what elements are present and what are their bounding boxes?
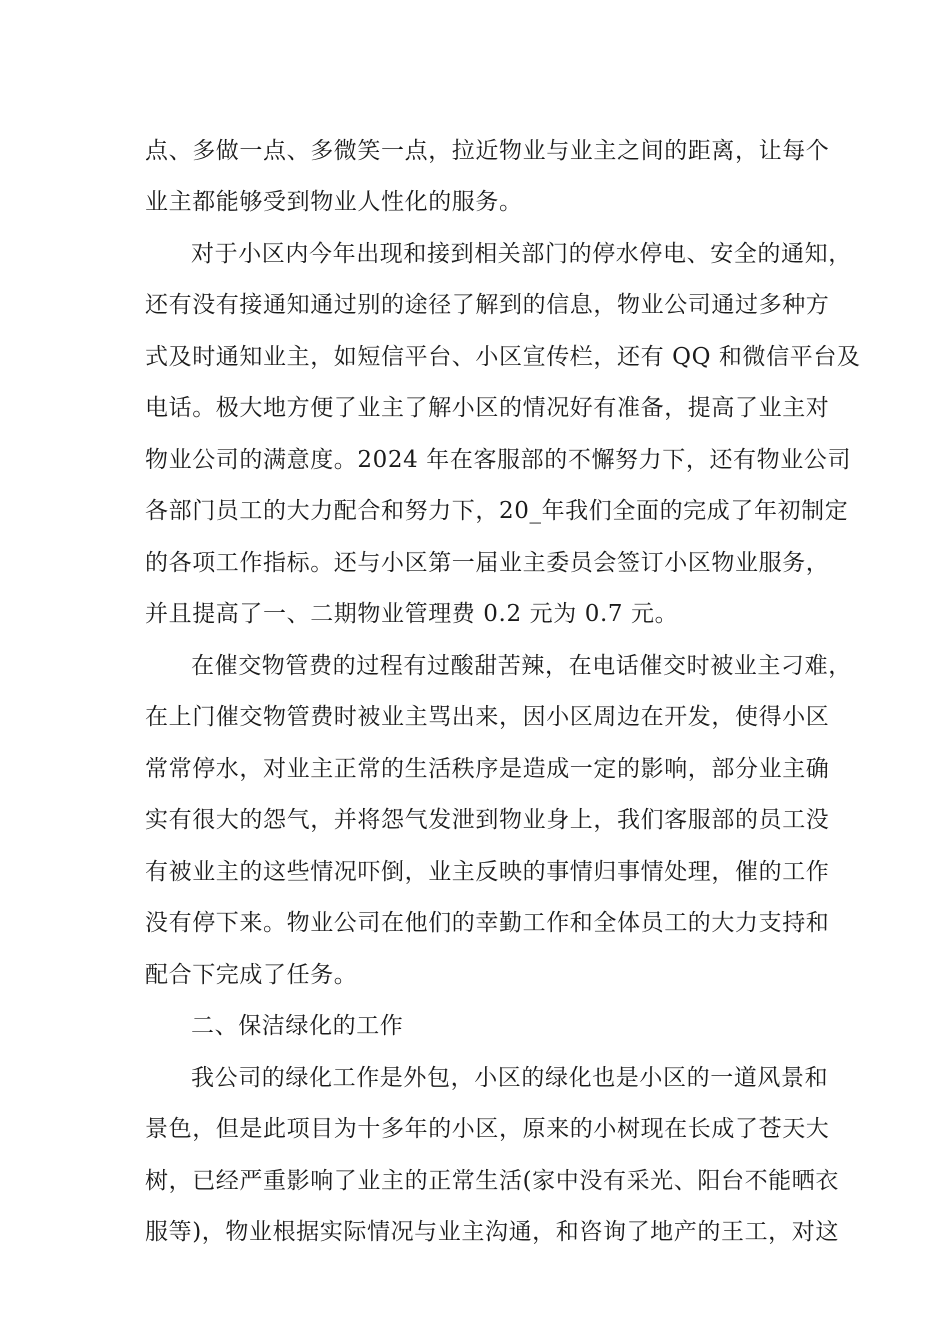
text-line: 有被业主的这些情况吓倒，业主反映的事情归事情处理，催的工作 [145,859,830,885]
text-line: 在上门催交物管费时被业主骂出来，因小区周边在开发，使得小区 [145,704,830,730]
text-line: 还有没有接通知通过别的途径了解到的信息，物业公司通过多种方 [145,292,830,318]
text-line: 景色，但是此项目为十多年的小区，原来的小树现在长成了苍天大 [145,1116,830,1142]
paragraph-start-line: 我公司的绿化工作是外包，小区的绿化也是小区的一道风景和 [191,1065,829,1091]
text-line: 树，已经严重影响了业主的正常生活(家中没有采光、阳台不能晒衣 [145,1168,839,1194]
section-heading: 二、保洁绿化的工作 [191,1013,404,1039]
text-line: 实有很大的怨气，并将怨气发泄到物业身上，我们客服部的员工没 [145,807,830,833]
text-line: 式及时通知业主，如短信平台、小区宣传栏，还有 QQ 和微信平台及 [145,344,861,370]
paragraph-start-line: 对于小区内今年出现和接到相关部门的停水停电、安全的通知， [191,241,852,267]
text-line: 物业公司的满意度。2024 年在客服部的不懈努力下，还有物业公司 [145,447,852,473]
text-line: 并且提高了一、二期物业管理费 0.2 元为 0.7 元。 [145,601,679,627]
text-line: 的各项工作指标。还与小区第一届业主委员会签订小区物业服务， [145,550,830,576]
text-line: 配合下完成了任务。 [145,962,358,988]
text-line: 服等)，物业根据实际情况与业主沟通，和咨询了地产的王工，对这 [145,1219,839,1245]
text-line: 没有停下来。物业公司在他们的幸勤工作和全体员工的大力支持和 [145,910,830,936]
text-line: 点、多做一点、多微笑一点，拉近物业与业主之间的距离，让每个 [145,138,830,164]
text-line: 业主都能够受到物业人性化的服务。 [145,189,523,215]
text-line: 常常停水，对业主正常的生活秩序是造成一定的影响，部分业主确 [145,756,830,782]
text-line: 电话。极大地方便了业主了解小区的情况好有准备，提高了业主对 [145,395,830,421]
text-line: 各部门员工的大力配合和努力下，20_年我们全面的完成了年初制定 [145,498,849,524]
paragraph-start-line: 在催交物管费的过程有过酸甜苦辣，在电话催交时被业主刁难， [191,653,852,679]
